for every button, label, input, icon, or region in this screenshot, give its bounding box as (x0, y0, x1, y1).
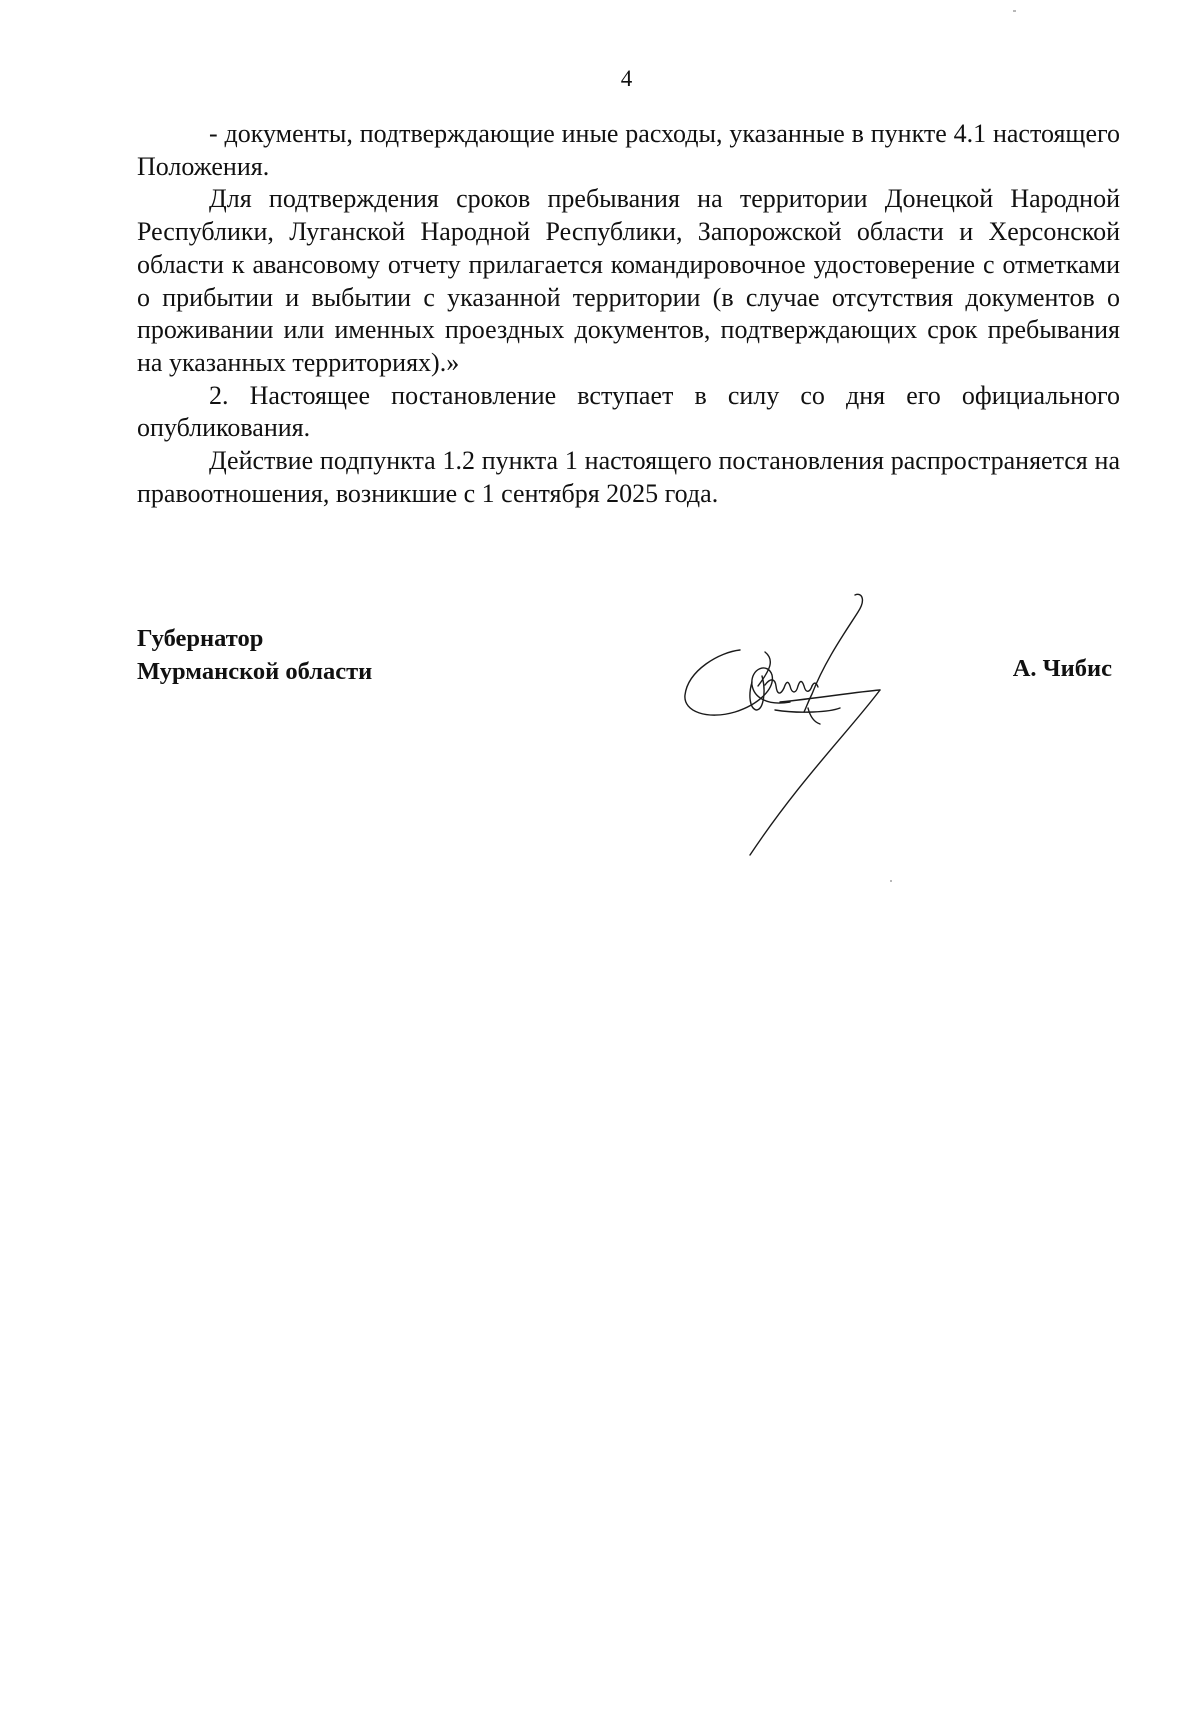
signatory-position (137, 622, 372, 688)
document-body (137, 118, 1120, 510)
paragraph-retroactive-effect: Действие подпункта 1.2 пункта 1 настоящего постановления распространяется на правоотношения, возникшие с 1 сентября 2025 года. (137, 446, 1120, 508)
scan-artifact (890, 880, 892, 882)
signatory-title: Губернатор (137, 625, 264, 652)
handwritten-signature (680, 590, 940, 860)
paragraph-other-expenses: - документы, подтверждающие иные расходы, указанные в пункте 4.1 настоящего Положения. (137, 119, 1120, 181)
page-number: 4 (620, 66, 633, 91)
paragraph-stay-confirmation: Для подтверждения сроков пребывания на территории Донецкой Народной Республики, Луганской Народной Республики, Запорожской области и Херсонской области к авансовому отчету прилагается командировочное удостоверение с отметками о прибытии и выбытии с указанной территории (в случае отсутствия документов о проживании или именных проездных документов, подтверждающих срок пребывания на указанных территориях).» (137, 184, 1120, 377)
scan-artifact (1013, 10, 1016, 12)
paragraph-entry-into-force: 2. Настоящее постановление вступает в силу со дня его официального опубликования. (137, 380, 1120, 443)
signatory-region: Мурманской области (137, 658, 373, 685)
signer-name: А. Чибис (1012, 655, 1112, 682)
